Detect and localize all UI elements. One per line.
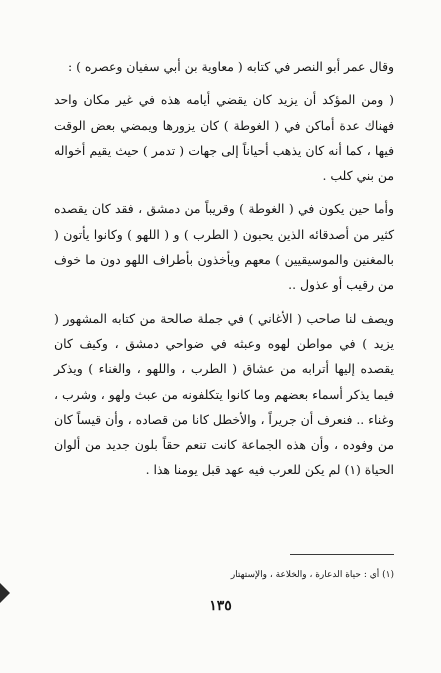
page-body [54, 54, 394, 483]
paragraph-gap [54, 188, 394, 196]
footnote: (١) أي : حياة الدعارة ، والخلاعة ، والإستهتار [230, 570, 394, 580]
page-number: ١٣٥ [209, 598, 232, 614]
paragraph-3: وأما حين يكون في ( الغوطة ) وقريباً من دمشق ، فقد كان يقصده كثير من أصدقائه الذين يحبون ( الطرب ) و ( اللهو ) وكانوا يأتون ( بالمغنين والموسيقيين ) معهم ويأخذون بأطراف اللهو دون ما خوف من رقيب أو عذول .. [54, 201, 394, 293]
paragraph-gap [54, 298, 394, 306]
paragraph-gap [54, 79, 394, 87]
footnote-divider [290, 554, 394, 555]
paragraph-2: ( ومن المؤكد أن يزيد كان يقضي أيامه هذه في غير مكان واحد فهناك عدة أماكن في ( الغوطة ) كان يزورها ويمضي بعض الوقت فيها ، كما أنه كان يذهب أحياناً إلى جهات ( تدمر ) حيث يقيم أخواله من بني كلب . [54, 92, 394, 184]
paragraph-1: وقال عمر أبو النصر في كتابه ( معاوية بن أبي سفيان وعصره ) : [68, 59, 394, 74]
paragraph-4: ويصف لنا صاحب ( الأغاني ) في جملة صالحة من كتابه المشهور ( يزيد ) في مواطن لهوه وعبثه في ضواحي دمشق ، وكيف كان يقصده إليها أترابه من عشاق ( الطرب ، واللهو ، والغناء ) ويذكر فيما يذكر أسماء بعضهم وما كانوا يتكلفونه من عبث ولهو ، وشرب ، وغناء .. فنعرف أن جريراً ، والأخطل كانا من قصاده ، وأن قيساً كان من وفوده ، وأن هذه الجماعة كانت تنعم حقاً بلون جديد من ألوان الحياة (١) لم يكن للعرب فيه عهد قبل يومنا هذا . [54, 310, 394, 478]
